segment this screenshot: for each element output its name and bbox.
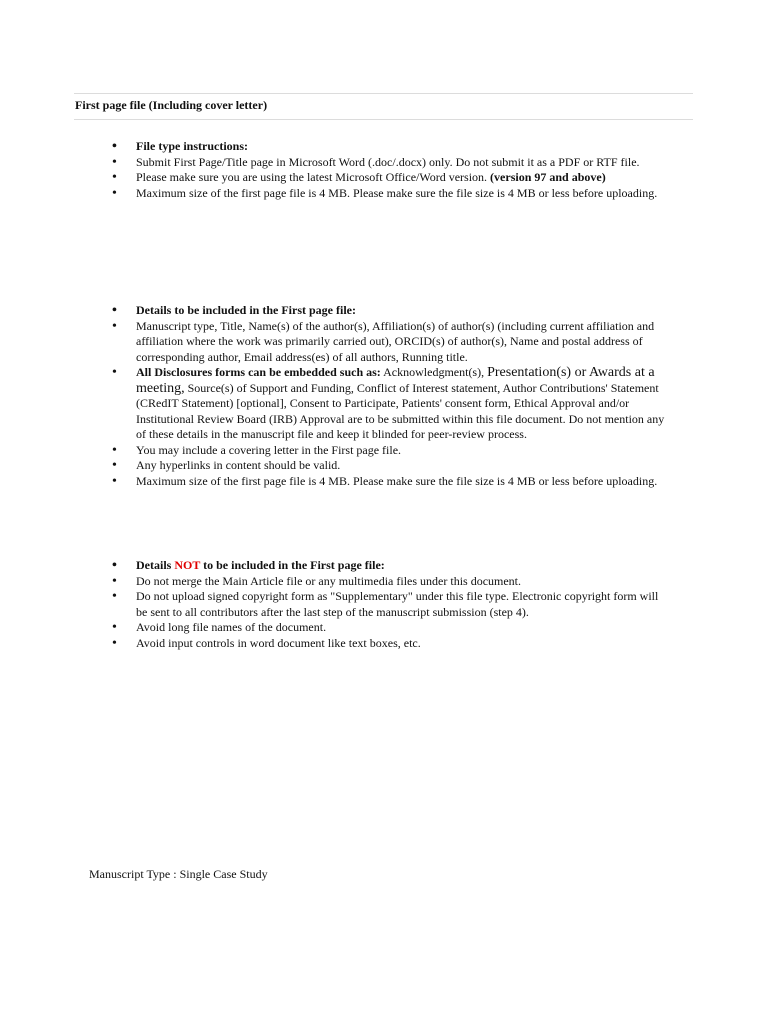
file-type-instructions-list — [0, 139, 768, 201]
heading-pre: Details — [136, 558, 172, 572]
list-item-disclosures — [0, 365, 670, 443]
list-item: • Any hyperlinks in content should be valid. — [0, 458, 670, 474]
details-included-list — [0, 303, 768, 489]
list-heading: • File type instructions: — [0, 139, 670, 155]
list-item: • You may include a covering letter in the First page file. — [0, 443, 670, 459]
disclosures-large-text: Presentation(s) or Awards at a meeting, — [136, 365, 655, 396]
list-item: • Maximum size of the first page file is 4 MB. Please make sure the file size is 4 MB or less before uploading. — [0, 474, 670, 490]
list-item: • Maximum size of the first page file is 4 MB. Please make sure the file size is 4 MB or less before uploading. — [0, 186, 670, 202]
list-item: • Avoid input controls in word document like text boxes, etc. — [0, 636, 670, 652]
not-emphasis: NOT — [174, 558, 201, 572]
list-item — [0, 170, 670, 186]
list-item: • Avoid long file names of the document. — [0, 620, 670, 636]
disclosures-text: Acknowledgment(s), — [383, 365, 485, 379]
list-heading — [0, 558, 670, 574]
disclosures-text: Source(s) of Support and Funding, Conflict of Interest statement, Author Contributions' Statement (CRedIT Statement) [optional], Consent to Participate, Patients' consent form, Ethical Approval and/or Institutional Review Board (IRB) Approval are to be submitted within this file document. Do not mention any of these details in the manuscript file and keep it blinded for peer-review process. — [136, 380, 665, 441]
list-item: • Manuscript type, Title, Name(s) of the author(s), Affiliation(s) of author(s) (including current affiliation and affiliation where the work was primarily carried out), ORCID(s) of author(s), Name and postal address of corresponding author, Email address(es) of all authors, Running title. — [0, 319, 670, 366]
manuscript-type-footer: Manuscript Type : Single Case Study — [89, 867, 268, 881]
list-item-text: Please make sure you are using the latest Microsoft Office/Word version. — [136, 170, 488, 184]
heading-post: to be included in the First page file: — [203, 558, 385, 572]
details-not-included-list — [0, 558, 768, 651]
top-divider — [74, 93, 693, 94]
list-item: • Submit First Page/Title page in Microsoft Word (.doc/.docx) only. Do not submit it as a PDF or RTF file. — [0, 155, 670, 171]
list-item: • Do not upload signed copyright form as "Supplementary" under this file type. Electronic copyright form will be sent to all contributors after the last step of the manuscript submission (step 4). — [0, 589, 670, 620]
document-title: First page file (Including cover letter) — [75, 98, 268, 112]
version-note: (version 97 and above) — [490, 170, 606, 184]
list-item: • Do not merge the Main Article file or any multimedia files under this document. — [0, 574, 670, 590]
title-divider — [74, 119, 693, 120]
list-heading: • Details to be included in the First page file: — [0, 303, 670, 319]
disclosures-lead: All Disclosures forms can be embedded such as: — [136, 365, 381, 379]
